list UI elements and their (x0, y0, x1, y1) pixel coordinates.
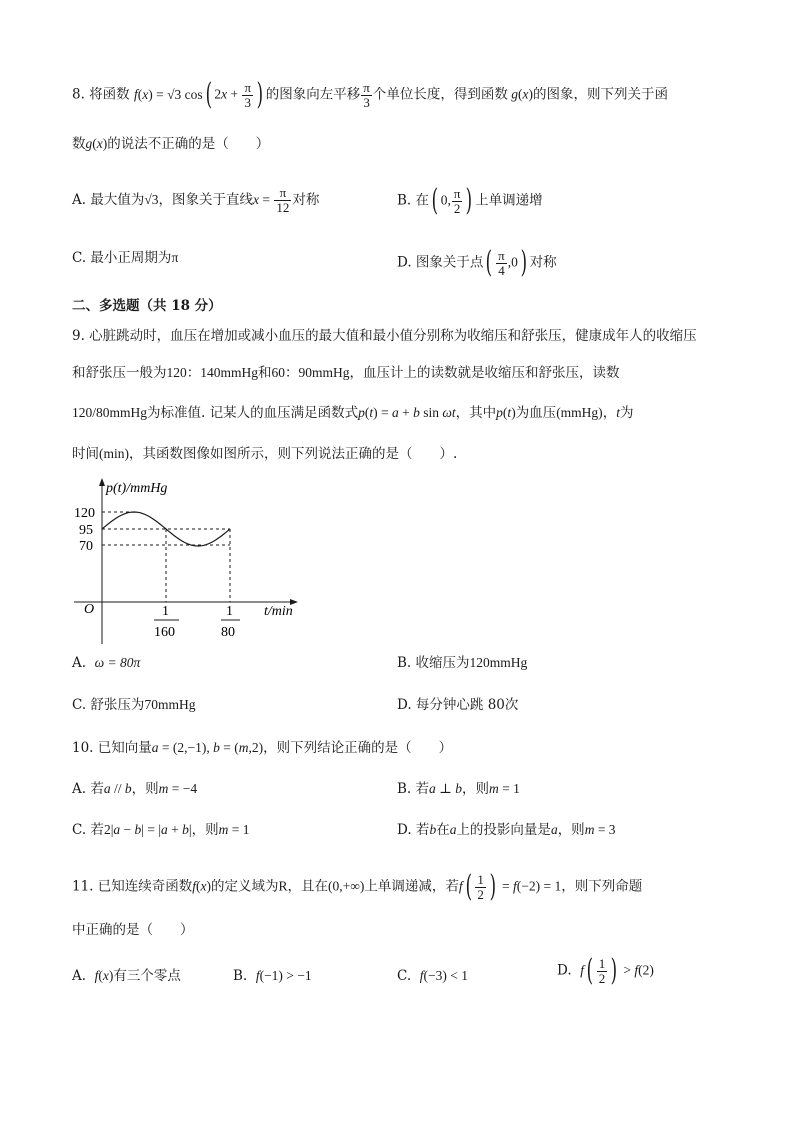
q9-text: 为 (619, 405, 634, 421)
q10-line1: 10. 已知向量a = (2,−1), b = (m,2)，则下列结论正确的是（ ） (72, 740, 453, 756)
q9-line1: 9. 心脏跳动时，血压在增加或减小血压的最大值和最小值分别称为收缩压和舒张压，健康成年人的收缩压 (72, 328, 697, 344)
option-text: A. (72, 655, 87, 671)
q11-text: 的定义域为 (211, 878, 279, 895)
y-tick-70: 70 (79, 539, 93, 554)
q9-text: (min) (99, 446, 129, 461)
option-text: 上的投影向量是 (456, 822, 551, 838)
q10-option-c: C. 若2|a − b| = |a + b|，则m = 1 (72, 822, 250, 838)
q11-option-b: B. f(−1) > −1 (233, 968, 312, 984)
q11-line1: 11. 已知连续奇函数f(x)的定义域为R，且在(0,+∞)上单调递减，若f( $\frac{1}{2}$ ) = f(−2) = 1，则下列命题 (72, 869, 643, 904)
q9-option-a (72, 653, 140, 673)
q9-option-b (397, 653, 527, 673)
option-text: 在 (436, 822, 450, 838)
q11-text: ，且在 (287, 878, 329, 895)
q8-line2: 数g(x)的说法不正确的是（ ） (72, 136, 270, 152)
q9-text: ， (602, 405, 617, 421)
y-axis-label: p(t)/mmHg (106, 481, 168, 496)
q11-option-a: A. f(x)有三个零点 (72, 968, 181, 984)
q8-number: 8. (72, 86, 90, 103)
q10-text: 10. 已知向量 (72, 740, 152, 756)
y-axis-arrow (99, 478, 105, 486)
q8-option-c: C. 最小正周期为π (72, 250, 179, 266)
q9-text: 60：90mmHg (271, 365, 350, 380)
q9-text: 和 (258, 365, 272, 381)
q8-text: 个单位长度，得到函数 (372, 86, 508, 103)
q9-text: 和舒张压一般为 (72, 365, 167, 381)
x-tick-1-80-den: 80 (221, 625, 235, 640)
q9-text: 120：140mmHg (166, 365, 259, 380)
section-title: 二、多选题（共 18 分） (72, 298, 222, 314)
q8-text: 的说法不正确的是（ ） (107, 136, 270, 152)
x-tick-1-160-den: 160 (154, 625, 175, 640)
option-text: 70mmHg (144, 697, 196, 712)
q8-text: 的图象向左平移 (265, 86, 361, 103)
option-text: A. 最大值为 (72, 192, 145, 208)
option-text: ，则 (131, 781, 159, 797)
q11-text: ，则下列命题 (561, 878, 643, 895)
q11-text: 上单调递减，若 (364, 878, 459, 895)
q9-text: 为标准值. 记某人的血压满足函数式 (147, 405, 359, 421)
x-tick-1-160-num: 1 (162, 604, 169, 619)
q8-text: 数 (72, 136, 86, 152)
q9-text: ，其函数图像如图所示，则下列说法正确的是（ ）. (129, 446, 458, 462)
q8-option-d: D. 图象关于点( $\frac{\pi}{4}$ ,0) 对称 (397, 245, 557, 280)
origin-label: O (84, 602, 95, 617)
q9-text: ，血压计上的读数就是收缩压和舒张压，读数 (349, 365, 620, 381)
blood-pressure-graph (70, 472, 310, 648)
option-text: C. 最小正周期为 (72, 250, 172, 266)
option-text: B. 收缩压为 (397, 655, 470, 671)
option-text: 120mmHg (469, 655, 528, 670)
option-text: A. (72, 968, 87, 984)
q9-text: 时间 (72, 446, 99, 462)
q9-text: ，其中 (455, 405, 497, 421)
q9-line4 (72, 444, 457, 464)
q8-text: 将函数 (89, 86, 130, 103)
q10-text: ，则下列结论正确的是（ ） (263, 740, 453, 756)
q11-option-c: C. f(−3) < 1 (397, 968, 468, 984)
option-text: D. 每分钟心跳 80次 (397, 697, 519, 713)
q11-line2: 中正确的是（ ） (72, 922, 194, 938)
q11-option-d: D. f( $\frac{1}{2}$ ) > f(2) (557, 953, 654, 988)
x-axis-label: t/min (264, 604, 293, 619)
option-text: ω = 80π (94, 655, 141, 670)
q10-option-d: D. 若b在a上的投影向量是a，则m = 3 (397, 822, 616, 838)
y-tick-120: 120 (74, 506, 95, 521)
y-tick-95: 95 (79, 523, 93, 538)
q10-option-a: A. 若a // b，则m = −4 (72, 781, 198, 797)
q9-line3: 120/80mmHg为标准值. 记某人的血压满足函数式p(t) = a + b sin ωt，其中p(t)为血压(mmHg)，t为 (72, 405, 634, 421)
option-text: D. 图象关于点 (397, 254, 484, 271)
q11-text: 11. 已知连续奇函数 (72, 878, 193, 895)
option-text: ，则 (191, 822, 219, 838)
q9-option-c (72, 695, 195, 715)
q9-text: (mmHg) (556, 405, 603, 420)
q8-line1: 8. 将函数 f(x) = √3 cos( 2x + $\frac{\pi}{3}$ ) 的图象向左平移 $\frac{\pi}{3}$ 个单位长度，得到函数 g(x)的图象，则下列关于函 (72, 77, 668, 112)
option-text: C. 舒张压为 (72, 697, 145, 713)
option-text: C. 若 (72, 822, 104, 838)
q8-option-b: B. 在( 0, $\frac{\pi}{2}$ ) 上单调递增 (397, 183, 543, 218)
q9-text: 120/80mmHg (72, 405, 148, 420)
option-text: B. (233, 968, 248, 984)
option-text: C. (397, 968, 412, 984)
option-text: ，则 (461, 781, 489, 797)
option-text: B. 在 (397, 192, 430, 209)
q10-option-b: B. 若a ⊥ b，则m = 1 (397, 781, 520, 797)
q11-text: R (278, 878, 288, 894)
q9-option-d (397, 695, 518, 715)
option-text: D. 若 (397, 822, 430, 838)
option-text: D. (557, 962, 572, 979)
q9-line2 (72, 363, 620, 383)
q9-text: 为血压 (515, 405, 557, 421)
option-text: ，图象关于直线 (158, 192, 254, 208)
option-text: A. 若 (72, 781, 104, 797)
option-text: ，则 (557, 822, 585, 838)
option-text: 有三个零点 (113, 968, 181, 984)
option-text: B. 若 (397, 781, 430, 797)
x-tick-1-80-num: 1 (226, 604, 233, 619)
q8-option-a: A. 最大值为√3，图象关于直线x = $\frac{\pi}{12}$ 对称 (72, 185, 320, 215)
option-text: 对称 (292, 192, 320, 208)
option-text: 上单调递增 (475, 192, 543, 209)
q8-text: 的图象，则下列关于函 (532, 86, 668, 103)
option-text: 对称 (529, 254, 557, 271)
